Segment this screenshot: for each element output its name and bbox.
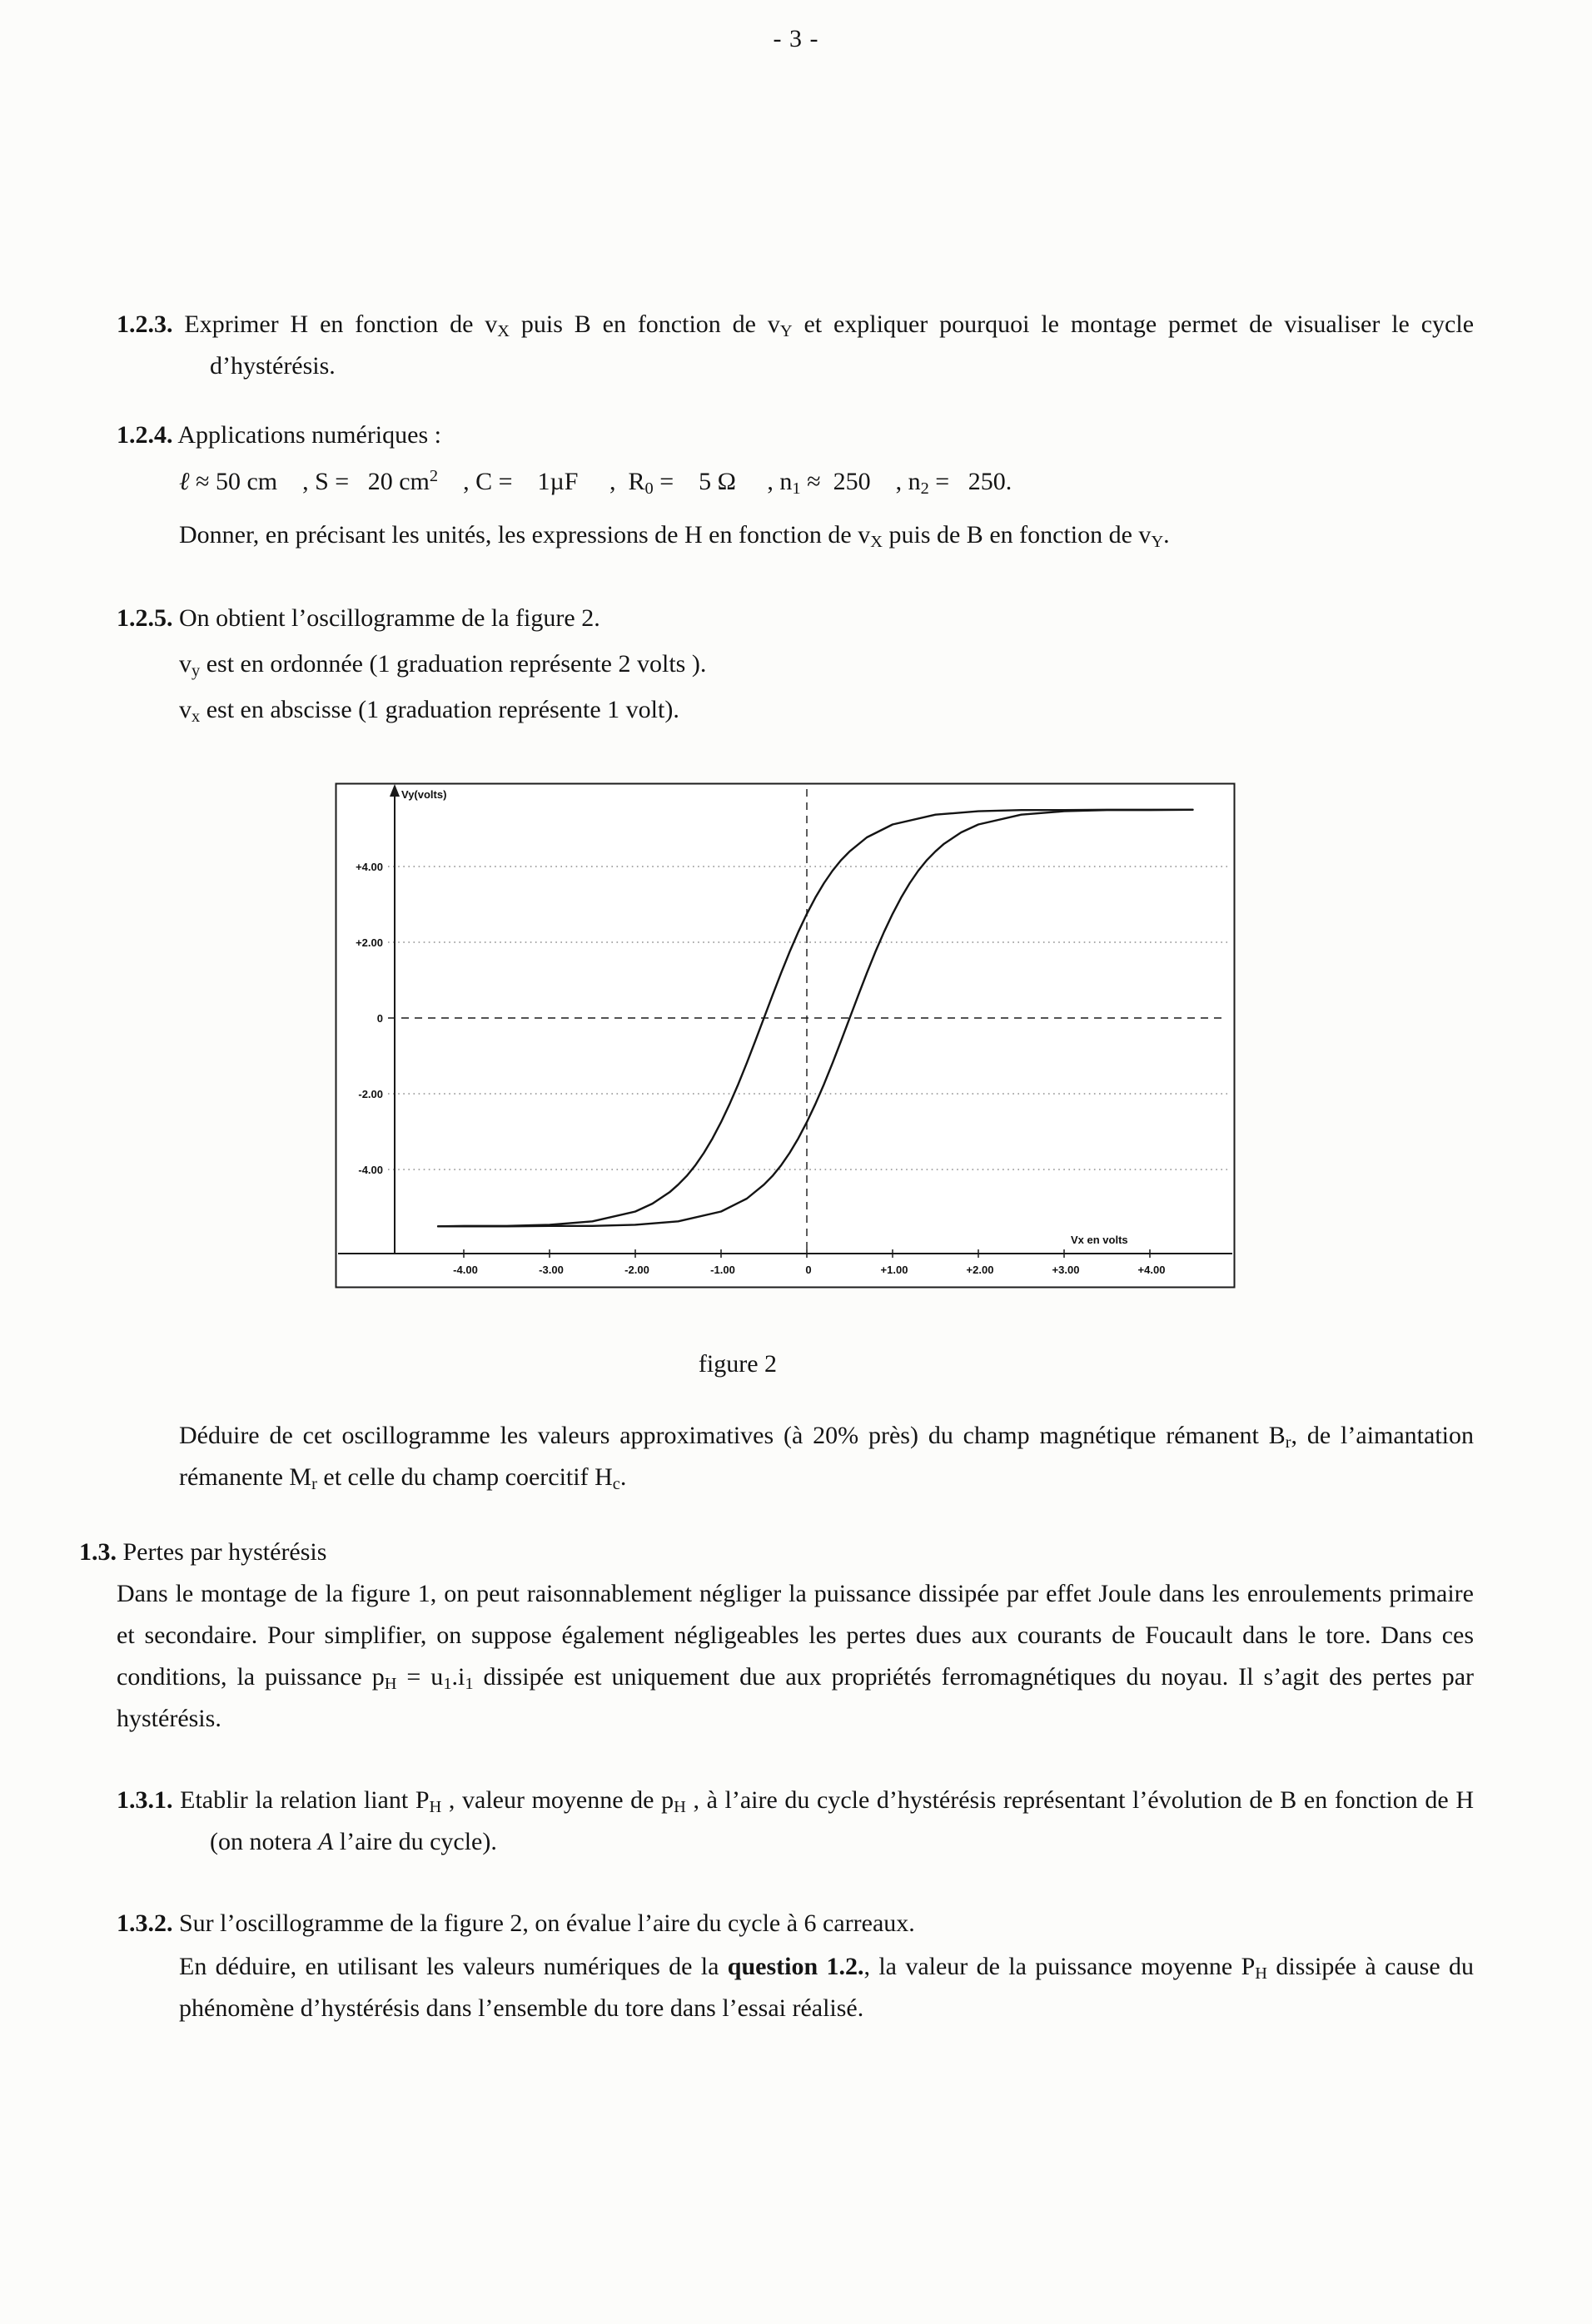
x-tick-label: 0 [805, 1264, 812, 1276]
y-tick-label: -2.00 [358, 1088, 383, 1100]
x-tick-label: -2.00 [624, 1264, 649, 1276]
x-tick-label: +3.00 [1052, 1264, 1080, 1276]
figure-caption: figure 2 [698, 1350, 778, 1378]
section-1-3-2-number: 1.3.2. [117, 1909, 173, 1937]
x-tick-label: -1.00 [710, 1264, 735, 1276]
section-1-2-3-number: 1.2.3. [117, 310, 173, 338]
section-1-2-5 [117, 598, 1474, 639]
section-1-3 [79, 1532, 1592, 1573]
y-tick-label: 0 [376, 1012, 383, 1025]
x-tick-label: -3.00 [539, 1264, 564, 1276]
section-1-2-5-title: On obtient l’oscillogramme de la figure 2. [179, 604, 600, 632]
donner-paragraph: Donner, en précisant les unités, les expressions de H en fonction de $v_X$ puis de B en fonction de $v_Y$. [179, 521, 1170, 552]
x-tick-label: +2.00 [966, 1264, 994, 1276]
section-1-3-paragraph: Dans le montage de la figure 1, on peut raisonnablement négliger la puissance dissipée par effet Joule dans les enroulements primaire et secondaire. Pour simplifier, on suppose également négligeables les pertes dues aux courants de Foucault dans le tore. Dans ces conditions, la puissance $p_H = u_1.i_1$ dissipée est uniquement due aux propriétés ferromagnétiques du noyau. Il s’agit des pertes par hystérésis. [117, 1580, 1475, 1732]
section-1-2-3-text: Exprimer H en fonction de $v_X$ puis B en fonction de $v_Y$ et expliquer pourquoi le montage permet de visualiser le cycle d’hystérésis. [184, 310, 1475, 380]
numeric-values-line: ℓ ≈ 50 cm , S = 20 $cm^2$ , C = 1µF , $R_0$ = 5 Ω , $n_1 \approx 250$ , $n_2 = 250$. [179, 466, 1012, 499]
vx-axis-note: $v_x$ est en abscisse (1 graduation représente 1 volt). [179, 696, 679, 727]
oscillogram-svg [335, 782, 1236, 1289]
x-tick-label: +1.00 [880, 1264, 908, 1276]
section-1-3-number: 1.3. [79, 1538, 117, 1566]
page-number: - 3 - [773, 25, 819, 52]
section-1-2-5-number: 1.2.5. [117, 604, 173, 632]
section-1-3-2 [117, 1903, 1474, 1944]
vy-axis-note: $v_y$ est en ordonnée (1 graduation représente 2 volts ). [179, 650, 707, 681]
section-1-3-1 [117, 1780, 1474, 1863]
section-1-3-title: Pertes par hystérésis [122, 1538, 327, 1566]
section-1-3-2-text: Sur l’oscillogramme de la figure 2, on évalue l’aire du cycle à 6 carreaux. [179, 1909, 915, 1937]
figure-border [336, 784, 1235, 1288]
y-tick-label: +2.00 [356, 936, 383, 949]
x-axis-title: Vx en volts [1071, 1234, 1128, 1246]
y-tick-label: +4.00 [356, 861, 383, 873]
section-1-2-4 [117, 415, 1474, 456]
y-axis-title: Vy(volts) [401, 788, 447, 801]
deduire-paragraph: Déduire de cet oscillogramme les valeurs approximatives (à 20% près) du champ magnétique rémanent $B_r$, de l’aimantation rémanente $M_r$ et celle du champ coercitif $H_c$. [179, 1422, 1474, 1494]
figure-2-oscillogram [335, 782, 1236, 1289]
x-tick-label: +4.00 [1137, 1264, 1166, 1276]
section-1-2-4-number: 1.2.4. [117, 421, 173, 449]
section-1-2-4-title: Applications numériques : [177, 421, 441, 449]
section-1-3-1-number: 1.3.1. [117, 1786, 173, 1814]
x-tick-label: -4.00 [453, 1264, 478, 1276]
y-tick-label: -4.00 [358, 1164, 383, 1176]
section-1-2-3 [117, 304, 1474, 387]
section-1-3-2-paragraph: En déduire, en utilisant les valeurs numériques de la question 1.2., la valeur de la puissance moyenne $P_H$ dissipée à cause du phénomène d’hystérésis dans l’ensemble du tore dans l’essai réalisé. [179, 1953, 1474, 2022]
section-1-3-1-text: Etablir la relation liant $P_H$ , valeur moyenne de $p_H$ , à l’aire du cycle d’hystérésis représentant l’évolution de B en fonction de H (on notera A l’aire du cycle). [180, 1786, 1475, 1855]
